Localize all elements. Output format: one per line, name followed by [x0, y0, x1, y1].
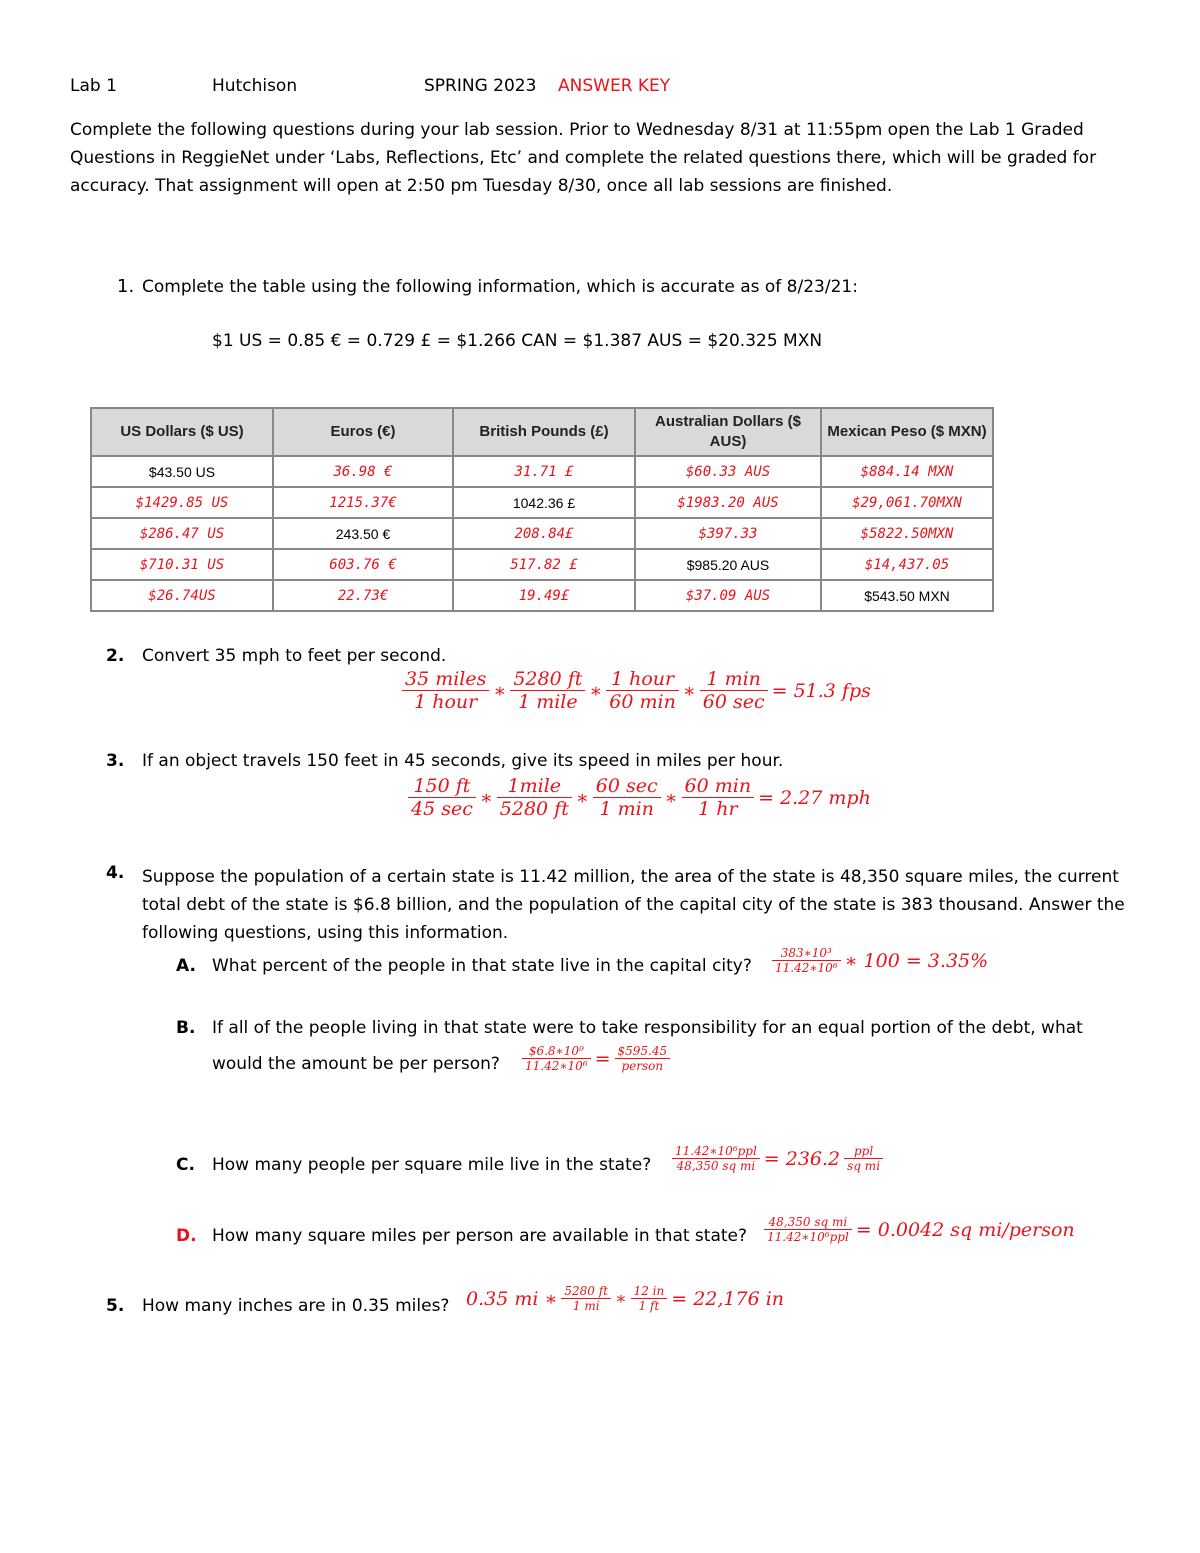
col-header-usd: US Dollars ($ US) — [91, 408, 273, 456]
q2-text: Convert 35 mph to feet per second. — [142, 646, 447, 666]
table-cell: $884.14 MXN — [821, 456, 993, 487]
q4-number: 4. — [106, 863, 125, 883]
q4c-text: How many people per square mile live in the state? — [212, 1155, 652, 1175]
q5-number: 5. — [106, 1296, 125, 1316]
table-cell: 22.73€ — [273, 580, 453, 611]
table-cell: $43.50 US — [91, 456, 273, 487]
table-cell: 19.49£ — [453, 580, 635, 611]
q4b-fraction: $\frac{\text{\$6.8∗10⁹}}{\text{11.42∗10⁶}}$ — [522, 1044, 591, 1073]
table-cell: $985.20 AUS — [635, 549, 821, 580]
q5-result: = 22,176 in — [671, 1287, 785, 1310]
table-cell: $543.50 MXN — [821, 580, 993, 611]
q3-fraction-2: $\frac{\text{1mile}}{5280 ft}$ — [497, 775, 572, 820]
q3-number: 3. — [106, 751, 125, 771]
q4b-equation: $\frac{\text{\$6.8∗10⁹}}{\text{11.42∗10⁶}}$ = $\frac{\$595.45}{\text{person}}$ — [522, 1044, 670, 1073]
col-header-mxn: Mexican Peso ($ MXN) — [821, 408, 993, 456]
q4b-text-1: If all of the people living in that state were to take responsibility for an equal portion of the debt, what — [212, 1018, 1083, 1038]
table-row — [91, 549, 993, 580]
table-row — [91, 487, 993, 518]
q4a-equation — [772, 946, 988, 975]
q3-fraction-3: $\frac{60 \sec}{1 \min}$ — [593, 775, 661, 820]
q5-fraction-1: $\frac{5280 ft}{1 mi}$ — [561, 1284, 611, 1313]
table-row — [91, 456, 993, 487]
table-row — [91, 518, 993, 549]
q4c-result: = 236.2 — [763, 1147, 841, 1170]
table-cell: $60.33 AUS — [635, 456, 821, 487]
q5-fraction-2: $\frac{12 in}{1 ft}$ — [631, 1284, 668, 1313]
q4d-equation — [764, 1215, 1075, 1244]
table-cell: $710.31 US — [91, 549, 273, 580]
q4b-result-fraction: $\frac{\$595.45}{\text{person}}$ — [615, 1044, 671, 1073]
q3-fraction-4: $\frac{60 \min}{1 hr}$ — [682, 775, 755, 820]
lab-title: Lab 1 — [70, 76, 117, 96]
col-header-gbp: British Pounds (£) — [453, 408, 635, 456]
q3-fraction-1: $\frac{150 ft}{45 \sec}$ — [408, 775, 476, 820]
q2-fraction-4: $\frac{1 \min}{60 \sec}$ — [700, 668, 768, 713]
table-cell: $14,437.05 — [821, 549, 993, 580]
q4d-result: = 0.0042 sq mi/person — [855, 1218, 1075, 1241]
table-cell: 603.76 € — [273, 549, 453, 580]
q3-equation: $\frac{150 ft}{45 \sec}$ ∗ $\frac{\text{1mile}}{5280 ft}$ ∗ $\frac{60 \sec}{1 \min}$ ∗ $\frac{60 \min}{1 hr}$ = 2.27 mph — [408, 775, 871, 820]
q2-fraction-1: $\frac{\text{35 miles}}{\text{1 hour}}$ — [402, 668, 489, 713]
q1-rates: $1 US = 0.85 € = 0.729 £ = $1.266 CAN = $1.387 AUS = $20.325 MXN — [212, 331, 823, 351]
q4d-label: D. — [176, 1226, 197, 1246]
q2-result: = 51.3 fps — [771, 679, 871, 702]
q4b-label: B. — [176, 1018, 196, 1038]
term-label: SPRING 2023 — [424, 76, 537, 96]
q4a-fraction: $\frac{\text{383∗10³}}{\text{11.42∗10⁶}}$ — [772, 946, 841, 975]
table-cell: $26.74US — [91, 580, 273, 611]
q1-number: 1. — [117, 276, 135, 297]
table-cell: $29,061.70MXN — [821, 487, 993, 518]
table-cell: 208.84£ — [453, 518, 635, 549]
q4a-result: ∗ 100 = 3.35% — [844, 949, 989, 972]
q4-text: Suppose the population of a certain state is 11.42 million, the area of the state is 48,350 square miles, the current total debt of the state is $6.8 billion, and the population of the capital city of the state is 383 thousand. Answer the following questions, using this information. — [142, 867, 1125, 943]
table-cell: 1215.37€ — [273, 487, 453, 518]
intro-paragraph: Complete the following questions during your lab session. Prior to Wednesday 8/31 at 11:55pm open the Lab 1 Graded Questions in ReggieNet under ‘Labs, Reflections, Etc’ and complete the related questions there, which will be graded for accuracy. That assignment will open at 2:50 pm Tuesday 8/30, once all lab sessions are finished. — [70, 120, 1097, 196]
q2-number: 2. — [106, 646, 125, 666]
currency-table-body — [91, 456, 993, 611]
q4c-equation — [672, 1144, 883, 1173]
q4a-text: What percent of the people in that state live in the capital city? — [212, 956, 752, 976]
q2-equation: $\frac{\text{35 miles}}{\text{1 hour}}$ ∗ $\frac{5280 ft}{\text{1 mile}}$ ∗ $\frac{\text{1 hour}}{60 \min}$ ∗ $\frac{1 \min}{60 \sec}$ = 51.3 fps — [402, 668, 871, 713]
table-cell: $1429.85 US — [91, 487, 273, 518]
q4a-label: A. — [176, 956, 196, 976]
q3-text: If an object travels 150 feet in 45 seconds, give its speed in miles per hour. — [142, 751, 784, 771]
q5-text: How many inches are in 0.35 miles? — [142, 1296, 450, 1316]
author-name: Hutchison — [212, 76, 298, 96]
table-cell: $5822.50MXN — [821, 518, 993, 549]
table-cell: $1983.20 AUS — [635, 487, 821, 518]
table-cell: $397.33 — [635, 518, 821, 549]
q4c-fraction: $\frac{\text{11.42∗10⁶ppl}}{\text{48,350 sq mi}}$ — [672, 1144, 760, 1173]
col-header-eur: Euros (€) — [273, 408, 453, 456]
answer-key-label: ANSWER KEY — [558, 76, 671, 96]
q5-lead: 0.35 mi ∗ — [466, 1287, 558, 1310]
table-cell: 31.71 £ — [453, 456, 635, 487]
q4d-text: How many square miles per person are available in that state? — [212, 1226, 748, 1246]
table-cell: 1042.36 £ — [453, 487, 635, 518]
q5-equation: 0.35 mi ∗ $\frac{5280 ft}{1 mi}$ ∗ $\frac{12 in}{1 ft}$ = 22,176 in — [466, 1284, 785, 1313]
table-row — [91, 580, 993, 611]
table-cell: $286.47 US — [91, 518, 273, 549]
table-cell: 36.98 € — [273, 456, 453, 487]
currency-table — [90, 407, 994, 612]
q1-text: Complete the table using the following information, which is accurate as of 8/23/21: — [142, 277, 858, 297]
q4c-result-unit: $\frac{\text{ppl}}{\text{sq mi}}$ — [844, 1144, 883, 1173]
table-cell: $37.09 AUS — [635, 580, 821, 611]
q2-fraction-3: $\frac{\text{1 hour}}{60 \min}$ — [606, 668, 679, 713]
col-header-aud: Australian Dollars ($ AUS) — [635, 408, 821, 456]
q2-fraction-2: $\frac{5280 ft}{\text{1 mile}}$ — [510, 668, 585, 713]
q4b-text-2: would the amount be per person? — [212, 1054, 500, 1074]
table-cell: 243.50 € — [273, 518, 453, 549]
q4c-label: C. — [176, 1155, 195, 1175]
q3-result: = 2.27 mph — [758, 786, 871, 809]
q4d-fraction: $\frac{\text{48,350 sq mi}}{\text{11.42∗10⁶ppl}}$ — [764, 1215, 852, 1244]
table-cell: 517.82 £ — [453, 549, 635, 580]
